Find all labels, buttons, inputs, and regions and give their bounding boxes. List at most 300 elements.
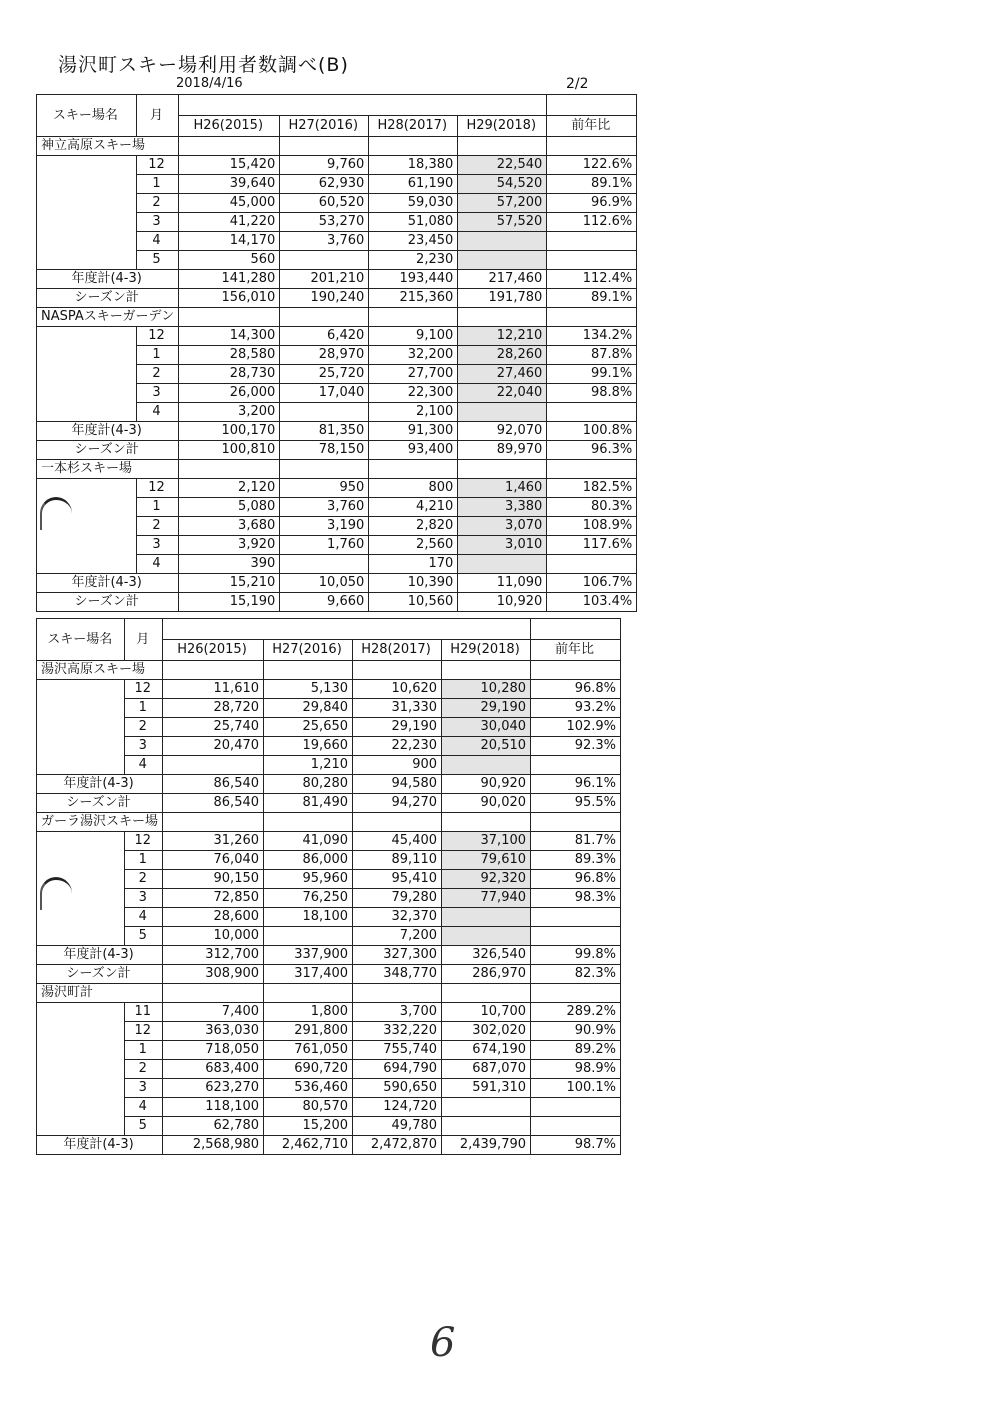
month-label: 1 [125, 851, 163, 870]
total-value: 81,490 [264, 794, 353, 813]
value-cell: 45,000 [179, 194, 280, 213]
month-label: 3 [125, 1079, 163, 1098]
empty-cell [531, 813, 621, 832]
facility-name: 湯沢町計 [37, 984, 163, 1003]
month-label: 1 [136, 498, 178, 517]
value-cell: 3,070 [458, 517, 547, 536]
month-row [37, 1117, 621, 1136]
ratio-cell [547, 232, 637, 251]
value-cell: 31,260 [163, 832, 264, 851]
value-cell: 62,780 [163, 1117, 264, 1136]
value-cell: 60,520 [280, 194, 369, 213]
total-value: 348,770 [353, 965, 442, 984]
ratio-cell: 98.3% [531, 889, 621, 908]
value-cell: 14,170 [179, 232, 280, 251]
value-cell: 11,610 [163, 680, 264, 699]
month-label: 12 [125, 1022, 163, 1041]
ratio-cell: 90.9% [531, 1022, 621, 1041]
total-label: 年度計(4-3) [37, 775, 163, 794]
value-cell: 10,620 [353, 680, 442, 699]
value-cell: 591,310 [442, 1079, 531, 1098]
total-value: 10,560 [369, 593, 458, 612]
header-month: 月 [125, 619, 163, 661]
total-value: 86,540 [163, 794, 264, 813]
punch-hole-mark [40, 877, 72, 910]
total-row [37, 270, 637, 289]
total-value: 193,440 [369, 270, 458, 289]
value-cell: 77,940 [442, 889, 531, 908]
value-cell: 90,150 [163, 870, 264, 889]
value-cell: 332,220 [353, 1022, 442, 1041]
header-blank [547, 95, 637, 116]
total-ratio: 106.7% [547, 574, 637, 593]
value-cell [280, 555, 369, 574]
total-value: 90,020 [442, 794, 531, 813]
total-value: 15,190 [179, 593, 280, 612]
total-label: 年度計(4-3) [37, 270, 179, 289]
value-cell: 22,300 [369, 384, 458, 403]
total-value: 90,920 [442, 775, 531, 794]
month-label: 12 [136, 479, 178, 498]
value-cell [458, 403, 547, 422]
value-cell: 9,760 [280, 156, 369, 175]
month-row [37, 718, 621, 737]
header-row [37, 95, 637, 116]
header-year: H29(2018) [458, 116, 547, 137]
total-value: 94,270 [353, 794, 442, 813]
total-value: 312,700 [163, 946, 264, 965]
value-cell [458, 555, 547, 574]
total-row [37, 1136, 621, 1155]
month-label: 3 [136, 213, 178, 232]
facility-name: 神立高原スキー場 [37, 137, 179, 156]
total-value: 317,400 [264, 965, 353, 984]
value-cell: 22,230 [353, 737, 442, 756]
value-cell: 28,580 [179, 346, 280, 365]
total-value: 215,360 [369, 289, 458, 308]
value-cell: 674,190 [442, 1041, 531, 1060]
value-cell: 51,080 [369, 213, 458, 232]
value-cell: 900 [353, 756, 442, 775]
total-ratio: 96.3% [547, 441, 637, 460]
value-cell: 302,020 [442, 1022, 531, 1041]
month-row [37, 1079, 621, 1098]
total-value: 10,920 [458, 593, 547, 612]
month-label: 12 [125, 680, 163, 699]
ratio-cell: 134.2% [547, 327, 637, 346]
value-cell: 27,700 [369, 365, 458, 384]
ratio-cell [531, 1117, 621, 1136]
value-cell: 7,400 [163, 1003, 264, 1022]
month-label: 3 [136, 536, 178, 555]
total-value: 201,210 [280, 270, 369, 289]
empty-cell [547, 137, 637, 156]
empty-cell [369, 137, 458, 156]
total-row [37, 574, 637, 593]
month-label: 4 [136, 403, 178, 422]
month-row [37, 832, 621, 851]
month-label: 1 [125, 699, 163, 718]
header-year: H26(2015) [163, 640, 264, 661]
total-value: 15,210 [179, 574, 280, 593]
value-cell: 57,200 [458, 194, 547, 213]
empty-cell [369, 460, 458, 479]
value-cell: 28,720 [163, 699, 264, 718]
month-row [37, 756, 621, 775]
total-value: 80,280 [264, 775, 353, 794]
value-cell: 623,270 [163, 1079, 264, 1098]
header-row [37, 619, 621, 640]
value-cell: 15,200 [264, 1117, 353, 1136]
facility-row [37, 661, 621, 680]
total-value: 217,460 [458, 270, 547, 289]
month-row [37, 1041, 621, 1060]
total-value: 10,390 [369, 574, 458, 593]
document-date: 2018/4/16 [176, 76, 243, 91]
ratio-cell: 96.8% [531, 870, 621, 889]
total-value: 9,660 [280, 593, 369, 612]
empty-cell [442, 984, 531, 1003]
ratio-cell: 93.2% [531, 699, 621, 718]
header-ratio: 前年比 [531, 640, 621, 661]
value-cell: 86,000 [264, 851, 353, 870]
month-label: 2 [136, 517, 178, 536]
empty-cell [179, 460, 280, 479]
empty-cell [458, 460, 547, 479]
month-label: 12 [125, 832, 163, 851]
value-cell: 3,760 [280, 498, 369, 517]
value-cell [163, 756, 264, 775]
total-value: 141,280 [179, 270, 280, 289]
total-value: 2,472,870 [353, 1136, 442, 1155]
total-value: 190,240 [280, 289, 369, 308]
value-cell: 22,040 [458, 384, 547, 403]
header-year: H27(2016) [280, 116, 369, 137]
month-row [37, 479, 637, 498]
ratio-cell: 96.9% [547, 194, 637, 213]
value-cell: 79,280 [353, 889, 442, 908]
empty-cell [280, 137, 369, 156]
value-cell: 390 [179, 555, 280, 574]
value-cell: 1,800 [264, 1003, 353, 1022]
month-label: 5 [125, 1117, 163, 1136]
month-label: 3 [136, 384, 178, 403]
value-cell: 5,130 [264, 680, 353, 699]
total-label: 年度計(4-3) [37, 574, 179, 593]
value-cell: 4,210 [369, 498, 458, 517]
value-cell: 3,920 [179, 536, 280, 555]
month-label: 4 [136, 232, 178, 251]
total-value: 2,568,980 [163, 1136, 264, 1155]
value-cell: 39,640 [179, 175, 280, 194]
month-label: 2 [125, 870, 163, 889]
empty-cell [458, 137, 547, 156]
value-cell: 32,200 [369, 346, 458, 365]
total-ratio: 99.8% [531, 946, 621, 965]
ratio-cell: 98.8% [547, 384, 637, 403]
total-value: 326,540 [442, 946, 531, 965]
total-ratio: 89.1% [547, 289, 637, 308]
facility-name: 湯沢高原スキー場 [37, 661, 163, 680]
value-cell [458, 251, 547, 270]
empty-cell [442, 813, 531, 832]
empty-cell [280, 308, 369, 327]
month-row [37, 851, 621, 870]
ratio-cell: 81.7% [531, 832, 621, 851]
total-value: 11,090 [458, 574, 547, 593]
total-label: 年度計(4-3) [37, 422, 179, 441]
value-cell: 79,610 [442, 851, 531, 870]
empty-cell [547, 460, 637, 479]
facility-spacer [37, 1003, 125, 1136]
value-cell: 170 [369, 555, 458, 574]
facility-row [37, 137, 637, 156]
value-cell: 23,450 [369, 232, 458, 251]
value-cell: 690,720 [264, 1060, 353, 1079]
ratio-cell: 182.5% [547, 479, 637, 498]
value-cell [442, 1117, 531, 1136]
ratio-cell: 102.9% [531, 718, 621, 737]
total-value: 86,540 [163, 775, 264, 794]
header-month: 月 [136, 95, 178, 137]
value-cell: 755,740 [353, 1041, 442, 1060]
empty-cell [179, 308, 280, 327]
month-label: 4 [136, 555, 178, 574]
ratio-cell: 89.2% [531, 1041, 621, 1060]
value-cell: 590,650 [353, 1079, 442, 1098]
month-label: 2 [136, 365, 178, 384]
ratio-cell: 87.8% [547, 346, 637, 365]
total-label: シーズン計 [37, 794, 163, 813]
value-cell: 72,850 [163, 889, 264, 908]
ratio-cell: 289.2% [531, 1003, 621, 1022]
total-value: 286,970 [442, 965, 531, 984]
header-blank [531, 619, 621, 640]
total-ratio: 96.1% [531, 775, 621, 794]
total-value: 10,050 [280, 574, 369, 593]
total-value: 81,350 [280, 422, 369, 441]
value-cell: 26,000 [179, 384, 280, 403]
header-year: H28(2017) [353, 640, 442, 661]
month-row [37, 1003, 621, 1022]
total-row [37, 965, 621, 984]
punch-hole-mark [40, 497, 72, 530]
month-label: 1 [136, 346, 178, 365]
month-row [37, 927, 621, 946]
total-value: 91,300 [369, 422, 458, 441]
total-value: 308,900 [163, 965, 264, 984]
value-cell: 61,190 [369, 175, 458, 194]
value-cell: 19,660 [264, 737, 353, 756]
value-cell [442, 1098, 531, 1117]
month-label: 2 [125, 718, 163, 737]
total-label: 年度計(4-3) [37, 1136, 163, 1155]
total-row [37, 289, 637, 308]
value-cell: 291,800 [264, 1022, 353, 1041]
empty-cell [179, 137, 280, 156]
empty-cell [547, 308, 637, 327]
value-cell: 17,040 [280, 384, 369, 403]
value-cell: 15,420 [179, 156, 280, 175]
total-value: 191,780 [458, 289, 547, 308]
total-row [37, 593, 637, 612]
month-label: 12 [136, 156, 178, 175]
ratio-cell [531, 756, 621, 775]
value-cell: 31,330 [353, 699, 442, 718]
ratio-cell: 112.6% [547, 213, 637, 232]
value-cell: 92,320 [442, 870, 531, 889]
month-label: 2 [125, 1060, 163, 1079]
total-label: シーズン計 [37, 965, 163, 984]
ratio-cell: 96.8% [531, 680, 621, 699]
total-value: 156,010 [179, 289, 280, 308]
value-cell: 3,760 [280, 232, 369, 251]
facility-name: ガーラ湯沢スキー場 [37, 813, 163, 832]
value-cell [280, 403, 369, 422]
ratio-cell: 108.9% [547, 517, 637, 536]
value-cell: 3,380 [458, 498, 547, 517]
empty-cell [264, 813, 353, 832]
value-cell: 41,090 [264, 832, 353, 851]
value-cell: 2,230 [369, 251, 458, 270]
facility-spacer [37, 680, 125, 775]
value-cell: 761,050 [264, 1041, 353, 1060]
header-year: H29(2018) [442, 640, 531, 661]
value-cell: 718,050 [163, 1041, 264, 1060]
total-value: 337,900 [264, 946, 353, 965]
month-label: 12 [136, 327, 178, 346]
total-value: 100,170 [179, 422, 280, 441]
month-row [37, 156, 637, 175]
value-cell: 1,460 [458, 479, 547, 498]
facility-row [37, 308, 637, 327]
empty-cell [353, 661, 442, 680]
value-cell: 62,930 [280, 175, 369, 194]
header-blank [179, 95, 547, 116]
value-cell: 10,000 [163, 927, 264, 946]
value-cell: 9,100 [369, 327, 458, 346]
ratio-cell: 99.1% [547, 365, 637, 384]
value-cell: 54,520 [458, 175, 547, 194]
facility-row [37, 813, 621, 832]
month-row [37, 1022, 621, 1041]
total-label: シーズン計 [37, 441, 179, 460]
value-cell: 37,100 [442, 832, 531, 851]
total-value: 100,810 [179, 441, 280, 460]
facility-spacer [37, 156, 137, 270]
value-cell: 53,270 [280, 213, 369, 232]
value-cell: 22,540 [458, 156, 547, 175]
value-cell: 12,210 [458, 327, 547, 346]
value-cell: 25,650 [264, 718, 353, 737]
ratio-cell: 100.1% [531, 1079, 621, 1098]
month-label: 1 [125, 1041, 163, 1060]
ski-usage-table-1 [36, 94, 637, 612]
month-label: 4 [125, 1098, 163, 1117]
header-year: H28(2017) [369, 116, 458, 137]
value-cell: 28,970 [280, 346, 369, 365]
value-cell: 29,190 [442, 699, 531, 718]
total-ratio: 103.4% [547, 593, 637, 612]
empty-cell [353, 813, 442, 832]
value-cell: 45,400 [353, 832, 442, 851]
header-year: H26(2015) [179, 116, 280, 137]
value-cell: 683,400 [163, 1060, 264, 1079]
value-cell: 3,010 [458, 536, 547, 555]
empty-cell [264, 984, 353, 1003]
value-cell: 687,070 [442, 1060, 531, 1079]
month-row [37, 737, 621, 756]
value-cell: 7,200 [353, 927, 442, 946]
total-value: 327,300 [353, 946, 442, 965]
ratio-cell: 89.3% [531, 851, 621, 870]
value-cell: 5,080 [179, 498, 280, 517]
header-facility: スキー場名 [37, 95, 137, 137]
value-cell: 3,700 [353, 1003, 442, 1022]
value-cell [442, 756, 531, 775]
month-row [37, 699, 621, 718]
ratio-cell: 122.6% [547, 156, 637, 175]
value-cell: 14,300 [179, 327, 280, 346]
value-cell [264, 927, 353, 946]
total-value: 93,400 [369, 441, 458, 460]
header-ratio: 前年比 [547, 116, 637, 137]
month-row [37, 680, 621, 699]
value-cell: 28,260 [458, 346, 547, 365]
value-cell: 30,040 [442, 718, 531, 737]
page-number: 2/2 [566, 76, 589, 92]
value-cell: 10,700 [442, 1003, 531, 1022]
total-value: 94,580 [353, 775, 442, 794]
total-row [37, 775, 621, 794]
value-cell: 29,840 [264, 699, 353, 718]
header-year: H27(2016) [264, 640, 353, 661]
ratio-cell [531, 1098, 621, 1117]
value-cell: 3,200 [179, 403, 280, 422]
ratio-cell [531, 927, 621, 946]
empty-cell [531, 661, 621, 680]
value-cell: 76,250 [264, 889, 353, 908]
total-row [37, 422, 637, 441]
total-row [37, 946, 621, 965]
value-cell [442, 908, 531, 927]
ratio-cell [547, 251, 637, 270]
value-cell [442, 927, 531, 946]
value-cell: 560 [179, 251, 280, 270]
ratio-cell: 89.1% [547, 175, 637, 194]
ratio-cell: 92.3% [531, 737, 621, 756]
header-blank [163, 619, 531, 640]
total-ratio: 95.5% [531, 794, 621, 813]
facility-name: 一本杉スキー場 [37, 460, 179, 479]
handwritten-page-number: 6 [430, 1320, 456, 1366]
month-label: 5 [136, 251, 178, 270]
value-cell: 25,720 [280, 365, 369, 384]
value-cell: 57,520 [458, 213, 547, 232]
ratio-cell [547, 403, 637, 422]
month-label: 2 [136, 194, 178, 213]
value-cell: 95,410 [353, 870, 442, 889]
month-label: 5 [125, 927, 163, 946]
empty-cell [353, 984, 442, 1003]
value-cell: 20,510 [442, 737, 531, 756]
month-label: 11 [125, 1003, 163, 1022]
total-value: 89,970 [458, 441, 547, 460]
value-cell: 2,120 [179, 479, 280, 498]
value-cell: 124,720 [353, 1098, 442, 1117]
value-cell: 29,190 [353, 718, 442, 737]
empty-cell [264, 661, 353, 680]
